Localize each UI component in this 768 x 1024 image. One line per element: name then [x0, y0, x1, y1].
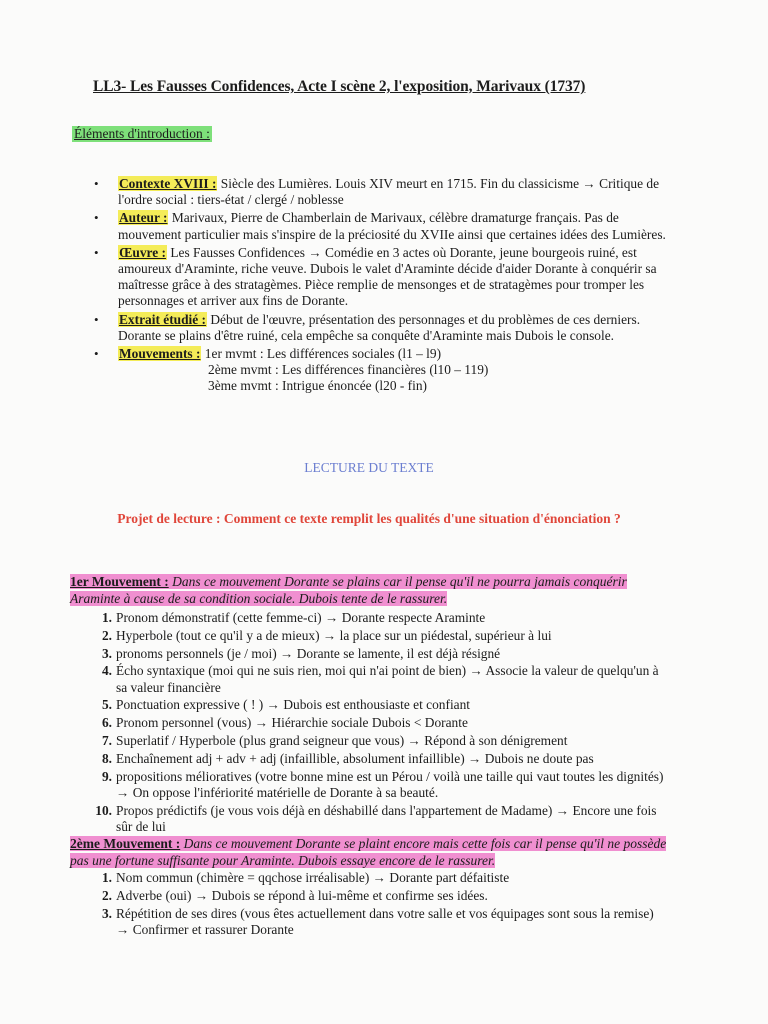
bullet-oeuvre	[94, 245, 674, 310]
bullet-label: Œuvre :	[119, 244, 166, 260]
mouvement-2-text: Dans ce mouvement Dorante se plaint encore mais cette fois car il pense qu'il ne possède pas une fortune suffisante pour Araminte. Dubois essaye encore de le rassurer.	[70, 836, 667, 868]
mouvement-2-intro	[70, 836, 670, 869]
list-item: 2. Adverbe (oui) → Dubois se répond à lui-même et confirme ses idées.	[101, 887, 488, 903]
list-item: 4. Écho syntaxique (moi qui ne suis rien, moi qui n'ai point de bien) → Associe la valeur de quelqu'un à sa valeur financière	[101, 663, 659, 695]
bullet-text: Marivaux, Pierre de Chamberlain de Marivaux, célèbre dramaturge français. Pas de mouvement particulier mais s'inspire de la préciosité du XVIIe ainsi que certaines idées des Lumières.	[118, 210, 666, 242]
bullet-text: Les Fausses Confidences → Comédie en 3 actes où Dorante, jeune bourgeois ruiné, est amoureux d'Araminte, riche veuve. Dubois le valet d'Araminte décide d'aider Dorante à conquérir sa maîtresse grâce à des stratagèmes. Pièce remplie de mensonges et de stratagèmes pour tromper les personnages et arriver aux fins de Dorante.	[118, 244, 657, 309]
bullet-label: Extrait étudié :	[119, 311, 207, 327]
list-item: 7. Superlatif / Hyperbole (plus grand seigneur que vous) → Répond à son dénigrement	[101, 732, 568, 748]
mouvement-2-label: 2ème Mouvement :	[70, 836, 181, 851]
mouvement-2-line: 2ème mvmt : Les différences financières (l10 – 119)	[208, 362, 489, 378]
bullet-contexte	[94, 176, 674, 208]
bullet-auteur	[94, 210, 674, 242]
mouvement-1-label: 1er Mouvement :	[70, 574, 169, 589]
projet-de-lecture: Projet de lecture : Comment ce texte remplit les qualités d'une situation d'énonciation ?	[117, 511, 621, 526]
list-item: 1. Nom commun (chimère = qqchose irréalisable) → Dorante part défaitiste	[101, 870, 510, 885]
bullet-text: Siècle des Lumières. Louis XIV meurt en 1715. Fin du classicisme → Critique de l'ordre social : tiers-état / clergé / noblesse	[118, 176, 660, 208]
intro-label: Éléments d'introduction :	[74, 126, 210, 141]
list-item: 9. propositions mélioratives (votre bonne mine est un Pérou / voilà une taille qui vaut toutes les dignités) → On oppose l'infériorité matérielle de Dorante à sa beauté.	[101, 768, 664, 800]
mouvement-1-text: Dans ce mouvement Dorante se plains car il pense qu'il ne pourra jamais conquérir Araminte à cause de sa condition sociale. Dubois tente de le rassurer.	[70, 574, 627, 606]
mouvement-1-intro	[70, 574, 670, 607]
bullet-extrait	[94, 312, 674, 344]
list-item: 1. Pronom démonstratif (cette femme-ci) → Dorante respecte Araminte	[101, 610, 486, 625]
mouvement-1-list	[90, 610, 670, 837]
list-item: 3. pronoms personnels (je / moi) → Dorante se lamente, il est déjà résigné	[101, 645, 501, 661]
list-item: 2. Hyperbole (tout ce qu'il y a de mieux) → la place sur un piédestal, supérieur à lui	[101, 627, 552, 643]
list-item: 10. Propos prédictifs (je vous vois déjà en déshabillé dans l'appartement de Madame) → Encore une fois sûr de lui	[95, 802, 657, 834]
list-item: 6. Pronom personnel (vous) → Hiérarchie sociale Dubois < Dorante	[101, 715, 468, 731]
mouvement-2-list	[90, 870, 670, 940]
bullet-label: Mouvements :	[119, 346, 201, 362]
bullet-label: Contexte XVIII :	[119, 176, 217, 191]
mouvement-3-line: 3ème mvmt : Intrigue énoncée (l20 - fin)	[208, 378, 428, 394]
list-item: 3. Répétition de ses dires (vous êtes actuellement dans votre salle et vos équipages sont sous la remise) → Confirmer et rassurer Dorante	[101, 905, 654, 937]
bullet-text: Début de l'œuvre, présentation des personnages et du problèmes de ces derniers. Dorante se plains d'être ruiné, cela empêche sa conquête d'Araminte mais Dubois le console.	[118, 311, 641, 343]
bullet-mouvements	[94, 346, 674, 395]
list-item: 8. Enchaînement adj + adv + adj (infaillible, absolument infaillible) → Dubois ne doute pas	[101, 750, 594, 766]
document-title: LL3- Les Fausses Confidences, Acte I scène 2, l'exposition, Marivaux (1737)	[93, 78, 586, 95]
list-item: 5. Ponctuation expressive ( ! ) → Dubois est enthousiaste et confiant	[101, 697, 471, 713]
lecture-heading: LECTURE DU TEXTE	[304, 460, 434, 475]
mouvement-1-line: 1er mvmt : Les différences sociales (l1 – l9)	[201, 346, 442, 362]
bullet-label: Auteur :	[119, 210, 168, 226]
intro-bullet-list	[94, 176, 674, 397]
